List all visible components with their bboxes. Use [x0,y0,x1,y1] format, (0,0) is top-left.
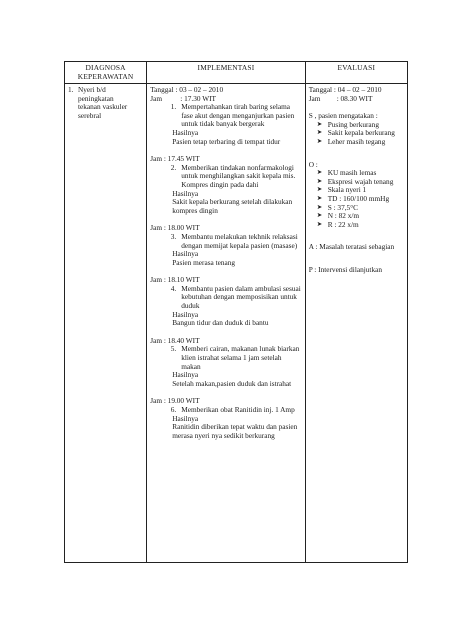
impl-item-text: Memberi cairan, makanan lunak biarkan klien istrahat selama 1 jam setelah makan [181,344,300,371]
impl-item-text: Mempertahankan tirah baring selama fase akut dengan menganjurkan pasien untuk tidak banyak bergerak [181,102,295,129]
eval-assessment: A : Masalah teratasi sebagian [308,242,395,252]
impl-item-number: 5. [170,344,177,354]
impl-item [150,233,302,250]
arrow-bullet-icon: ➤ [316,186,323,194]
impl-item [150,345,302,371]
impl-hasil-label: Hasilnya [172,188,199,198]
impl-hasil-label: Hasilnya [172,413,199,423]
impl-jam: Jam : 18.40 WIT [150,335,200,345]
impl-item-number: 6. [170,405,177,414]
impl-jam: Jam : 18.00 WIT [150,223,200,233]
eval-o-item-text: Ekspresi wajah tenang [327,176,394,186]
impl-jam: Jam : 19.00 WIT [150,396,200,406]
arrow-bullet-icon: ➤ [316,137,323,145]
impl-item-number: 2. [170,162,177,172]
eval-o-item-text: N : 82 x/m [327,211,360,221]
impl-item-text: Memberikan tindakan nonfarmakologi untuk menghilangkan sakit kepala mis. Kompres dingin pada dahi [181,162,296,189]
diagnosa-number: 1. [68,85,74,94]
eval-objective-label: O : [308,159,318,169]
impl-item-number: 1. [170,102,177,112]
evaluasi-cell [305,84,407,563]
impl-item-number: 3. [170,231,177,241]
impl-hasil-text: Pasien tetap terbaring di tempat tidur [172,136,281,146]
impl-item-text: Membantu pasien dalam ambulasi sesuai kebutuhan dengan memposisikan untuk duduk [181,283,301,311]
impl-hasil-text: Bangun tidur dan duduk di bantu [172,318,269,328]
nursing-care-table [64,61,408,563]
eval-s-item [309,138,405,147]
impl-hasil-label: Hasilnya [172,127,199,137]
eval-o-item [309,221,405,230]
impl-tanggal: Tanggal : 03 – 02 – 2010 [150,85,224,94]
impl-hasil-label: Hasilnya [172,309,199,319]
impl-item [150,103,302,129]
impl-hasil-text: Pasien merasa tenang [172,257,236,267]
header-evaluasi: EVALUASI [305,62,407,84]
eval-tanggal: Tanggal : 04 – 02 – 2010 [308,85,382,94]
impl-item-text: Membantu melakukan tekhnik relaksasi dengan memijat kepala pasien (masase) [181,231,298,250]
arrow-bullet-icon: ➤ [316,177,323,185]
eval-s-item-text: Leher masih tegang [327,136,386,146]
impl-jam-label: Jam [150,93,162,103]
content-row [65,84,408,563]
diagnosa-cell [65,84,147,563]
impl-item-text: Memberikan obat Ranitidin inj. 1 Amp [181,405,295,414]
eval-jam-value: : 08.30 WIT [336,93,373,103]
eval-s-item-text: Pusing berkurang [327,119,379,129]
eval-o-item-text: S : 37,5°C [327,202,358,212]
arrow-bullet-icon: ➤ [316,129,323,137]
arrow-bullet-icon: ➤ [316,120,323,128]
implementasi-cell [147,84,305,563]
arrow-bullet-icon: ➤ [316,220,323,228]
header-row [65,62,408,84]
arrow-bullet-icon: ➤ [316,169,323,177]
impl-jam: Jam : 17.45 WIT [150,154,200,164]
impl-item [150,164,302,190]
impl-item [150,285,302,311]
impl-hasil-label: Hasilnya [172,370,199,380]
impl-hasil-text: Sakit kepala berkurang setelah dilakukan kompres dingin [172,197,293,215]
eval-jam-label: Jam [308,93,321,103]
eval-s-item-text: Sakit kepala berkurang [327,128,395,138]
eval-o-item-text: KU masih lemas [327,168,377,178]
diagnosa-text: Nyeri b/d peningkatan tekanan vaskuler serebral [78,85,128,120]
eval-o-item-text: R : 22 x/m [327,219,359,229]
eval-plan: P : Intervensi dilanjutkan [308,264,382,274]
arrow-bullet-icon: ➤ [316,203,323,211]
impl-hasil-label: Hasilnya [172,249,199,259]
header-diagnosa: DIAGNOSA KEPERAWATAN [65,62,147,84]
header-implementasi: IMPLEMENTASI [147,62,305,84]
impl-hasil-text: Setelah makan,pasien duduk dan istrahat [172,378,292,388]
impl-hasil-text: Ranitidin diberikan tepat waktu dan pasien merasa nyeri nya sedikit berkurang [172,422,298,440]
eval-subjective-label: S , pasien mengatakan : [308,111,378,121]
impl-jam: Jam : 18.10 WIT [150,275,200,285]
impl-item-number: 4. [170,283,177,293]
eval-o-item-text: TD : 160/100 mmHg [327,193,390,203]
eval-o-item-text: Skala nyeri 1 [327,185,367,195]
arrow-bullet-icon: ➤ [316,212,323,220]
arrow-bullet-icon: ➤ [316,194,323,202]
impl-jam-value: : 17.30 WIT [180,93,216,103]
